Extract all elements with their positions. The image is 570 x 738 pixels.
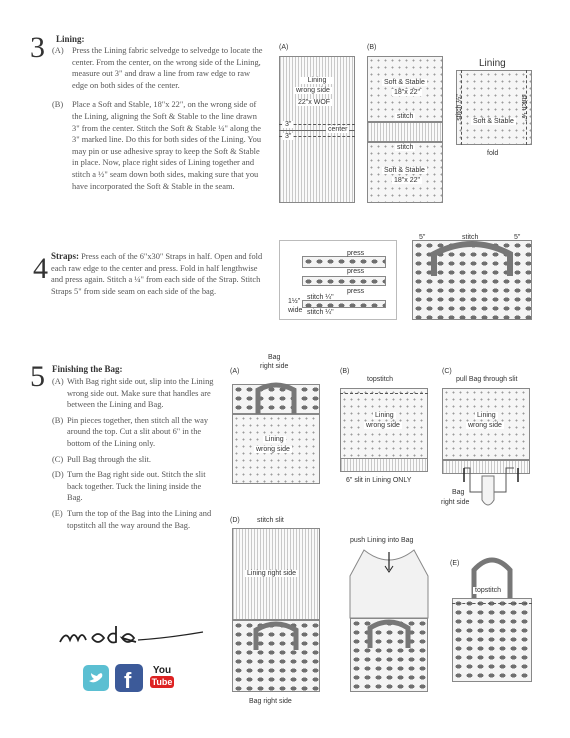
step4-title: Straps: xyxy=(51,251,80,261)
step5-item-d: (D) Turn the Bag right side out. Stitch the slit back together. Tuck the lining inside the Bag. xyxy=(52,470,206,503)
diagram-a-label: (A) xyxy=(279,44,289,51)
lining-title: Lining xyxy=(479,58,506,69)
twitter-icon[interactable] xyxy=(83,665,109,691)
step5-item-a: (A) With Bag right side out, slip into the Lining wrong side out. Make sure that handles are between the Lining and Bag. xyxy=(52,377,214,410)
step3-number: 3 xyxy=(30,31,45,64)
step5-instructions xyxy=(52,376,214,531)
step3-item-a: (A) Press the Lining fabric selvedge to selvedge to locate the center. From the center, on the wrong side of the Lining, measure out 3" and draw a line from raw edge to raw edge on both sides of the center. xyxy=(52,46,263,90)
diagram-b-label: (B) xyxy=(367,44,377,51)
handle-a xyxy=(232,378,320,418)
handle-d xyxy=(232,618,320,654)
svg-text:f: f xyxy=(124,668,132,692)
step5-item-b: (B) Pin pieces together, then stitch all the way around the top. Cut a slit about 6" in the bottom of the Lining only. xyxy=(52,415,209,448)
youtube-icon[interactable]: You Tube xyxy=(151,665,173,687)
step5-item-e: (E) Turn the top of the Bag into the Lining and topstitch all the way around the Bag. xyxy=(52,508,212,530)
step5-number: 5 xyxy=(30,360,45,393)
facebook-icon[interactable] xyxy=(115,664,143,692)
handle-e xyxy=(452,548,532,604)
step3-item-b: (B) Place a Soft and Stable, 18"x 22", on the wrong side of the Lining, aligning the Soft & Stable to the line drawn 3" from the center. Stitch the Soft & Stable ¼" along the 3" marked line. Do this for both sides of the Lining. You may pin or use adhesive spray to keep the Soft & Stable in place. Now, place right sides of Lining together and stitch a ½" seam down both sides, making sure that you have incorporated the Soft & Stable in the seam. xyxy=(52,100,262,191)
step4-instructions: Straps: Press each of the 6"x30" Straps in half. Open and fold each raw edge to the center and press. Fold in half lengthwise and press again. Stitch a ¼" from each side of the Strap. Stitch Straps 5" from side seam on each side of the bag. xyxy=(51,251,263,296)
step4-number: 4 xyxy=(33,252,48,285)
step3-title: Lining: xyxy=(56,34,85,44)
step5-title: Finishing the Bag: xyxy=(52,364,123,374)
step5-item-c: (C) Pull Bag through the slit. xyxy=(52,454,151,464)
bag-pulled-through xyxy=(456,466,526,516)
step3-instructions xyxy=(52,45,264,192)
moda-logo xyxy=(58,622,208,650)
strap-handle xyxy=(412,236,532,296)
finished-bag xyxy=(452,598,532,682)
